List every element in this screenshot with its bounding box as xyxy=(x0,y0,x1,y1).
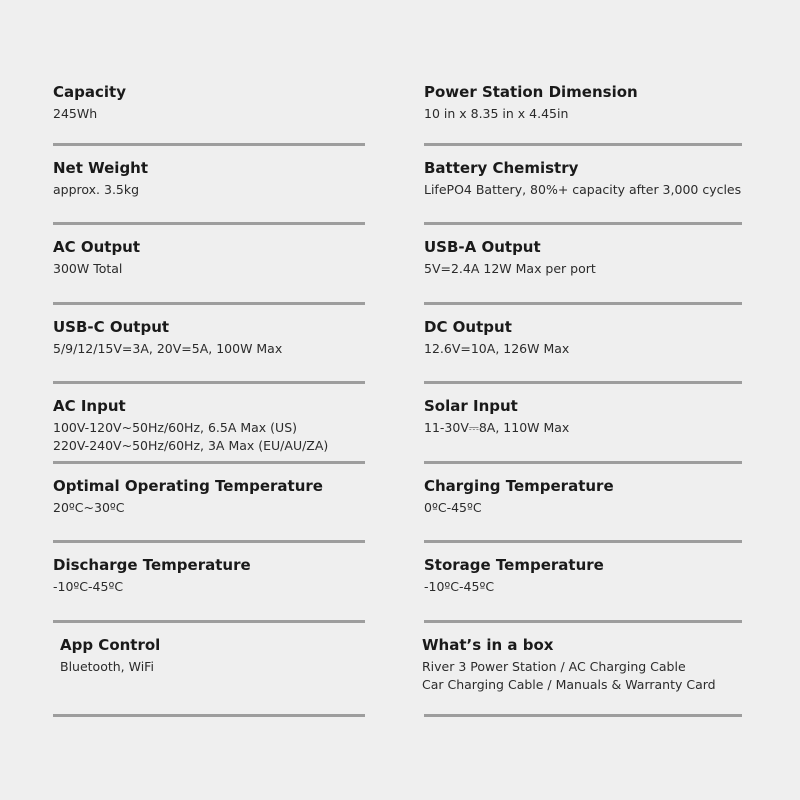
divider xyxy=(424,714,742,717)
spec-discharge-temperature xyxy=(53,556,393,596)
spec-value xyxy=(424,499,764,517)
divider xyxy=(53,381,365,384)
spec-charging-temperature xyxy=(424,477,764,517)
spec-value xyxy=(53,260,393,278)
spec-title: USB-A Output xyxy=(424,238,541,256)
spec-value-line: 300W Total xyxy=(53,261,123,276)
spec-value-line: Car Charging Cable / Manuals & Warranty Card xyxy=(422,677,716,692)
spec-usb-a-output xyxy=(424,238,764,278)
spec-title: Solar Input xyxy=(424,397,518,415)
spec-app-control xyxy=(60,636,400,676)
spec-net-weight xyxy=(53,159,393,199)
spec-value xyxy=(53,499,393,517)
spec-value-line: 5/9/12/15V=3A, 20V=5A, 100W Max xyxy=(53,341,283,356)
spec-solar-input xyxy=(424,397,764,437)
spec-value xyxy=(424,105,764,123)
spec-usb-c-output xyxy=(53,318,393,358)
divider xyxy=(424,302,742,305)
spec-ac-output xyxy=(53,238,393,278)
divider xyxy=(53,540,365,543)
divider xyxy=(53,302,365,305)
spec-value-line: LifePO4 Battery, 80%+ capacity after 3,000 cycles xyxy=(424,182,742,197)
divider xyxy=(53,222,365,225)
spec-title: AC Output xyxy=(53,238,141,256)
spec-title: DC Output xyxy=(424,318,512,336)
spec-power-station-dimension xyxy=(424,83,764,123)
spec-value-line: 245Wh xyxy=(53,106,98,121)
spec-value-line: -10ºC-45ºC xyxy=(424,579,495,594)
spec-battery-chemistry xyxy=(424,159,764,199)
divider xyxy=(53,620,365,623)
spec-title: Battery Chemistry xyxy=(424,159,579,177)
spec-value-line: River 3 Power Station / AC Charging Cable xyxy=(422,659,686,674)
spec-title: Net Weight xyxy=(53,159,149,177)
spec-title: Discharge Temperature xyxy=(53,556,251,574)
spec-value xyxy=(53,578,393,596)
spec-value xyxy=(424,340,764,358)
spec-storage-temperature xyxy=(424,556,764,596)
divider xyxy=(53,461,365,464)
spec-title: App Control xyxy=(60,636,161,654)
divider xyxy=(424,461,742,464)
spec-title: Optimal Operating Temperature xyxy=(53,477,323,495)
spec-title: Capacity xyxy=(53,83,126,101)
spec-value xyxy=(60,658,400,676)
spec-value xyxy=(424,181,764,199)
spec-title: Charging Temperature xyxy=(424,477,614,495)
spec-value xyxy=(424,260,764,278)
divider xyxy=(424,540,742,543)
divider xyxy=(424,381,742,384)
spec-value-line: 220V-240V~50Hz/60Hz, 3A Max (EU/AU/ZA) xyxy=(53,438,329,453)
spec-value-line: 5V=2.4A 12W Max per port xyxy=(424,261,596,276)
spec-value-line: 20ºC~30ºC xyxy=(53,500,125,515)
spec-optimal-operating-temperature xyxy=(53,477,393,517)
spec-value-line: Bluetooth, WiFi xyxy=(60,659,154,674)
spec-capacity xyxy=(53,83,393,123)
divider xyxy=(53,714,365,717)
spec-title: AC Input xyxy=(53,397,126,415)
spec-value-line: 100V-120V~50Hz/60Hz, 6.5A Max (US) xyxy=(53,420,298,435)
divider xyxy=(53,143,365,146)
spec-ac-input xyxy=(53,397,393,455)
spec-value xyxy=(53,340,393,358)
divider xyxy=(424,620,742,623)
spec-value-line: 10 in x 8.35 in x 4.45in xyxy=(424,106,569,121)
spec-value xyxy=(53,105,393,123)
divider xyxy=(424,222,742,225)
spec-value xyxy=(422,658,762,694)
spec-value-line: -10ºC-45ºC xyxy=(53,579,124,594)
spec-value-line: 12.6V=10A, 126W Max xyxy=(424,341,570,356)
spec-dc-output xyxy=(424,318,764,358)
spec-whats-in-a-box xyxy=(422,636,762,694)
spec-value-line: 11-30V⎓8A, 110W Max xyxy=(424,420,570,435)
spec-title: USB-C Output xyxy=(53,318,170,336)
spec-value xyxy=(424,578,764,596)
spec-value xyxy=(53,181,393,199)
spec-value xyxy=(424,419,764,437)
spec-title: Storage Temperature xyxy=(424,556,604,574)
spec-value-line: 0ºC-45ºC xyxy=(424,500,482,515)
divider xyxy=(424,143,742,146)
spec-title: What’s in a box xyxy=(422,636,554,654)
spec-title: Power Station Dimension xyxy=(424,83,638,101)
spec-value xyxy=(53,419,393,455)
spec-value-line: approx. 3.5kg xyxy=(53,182,140,197)
